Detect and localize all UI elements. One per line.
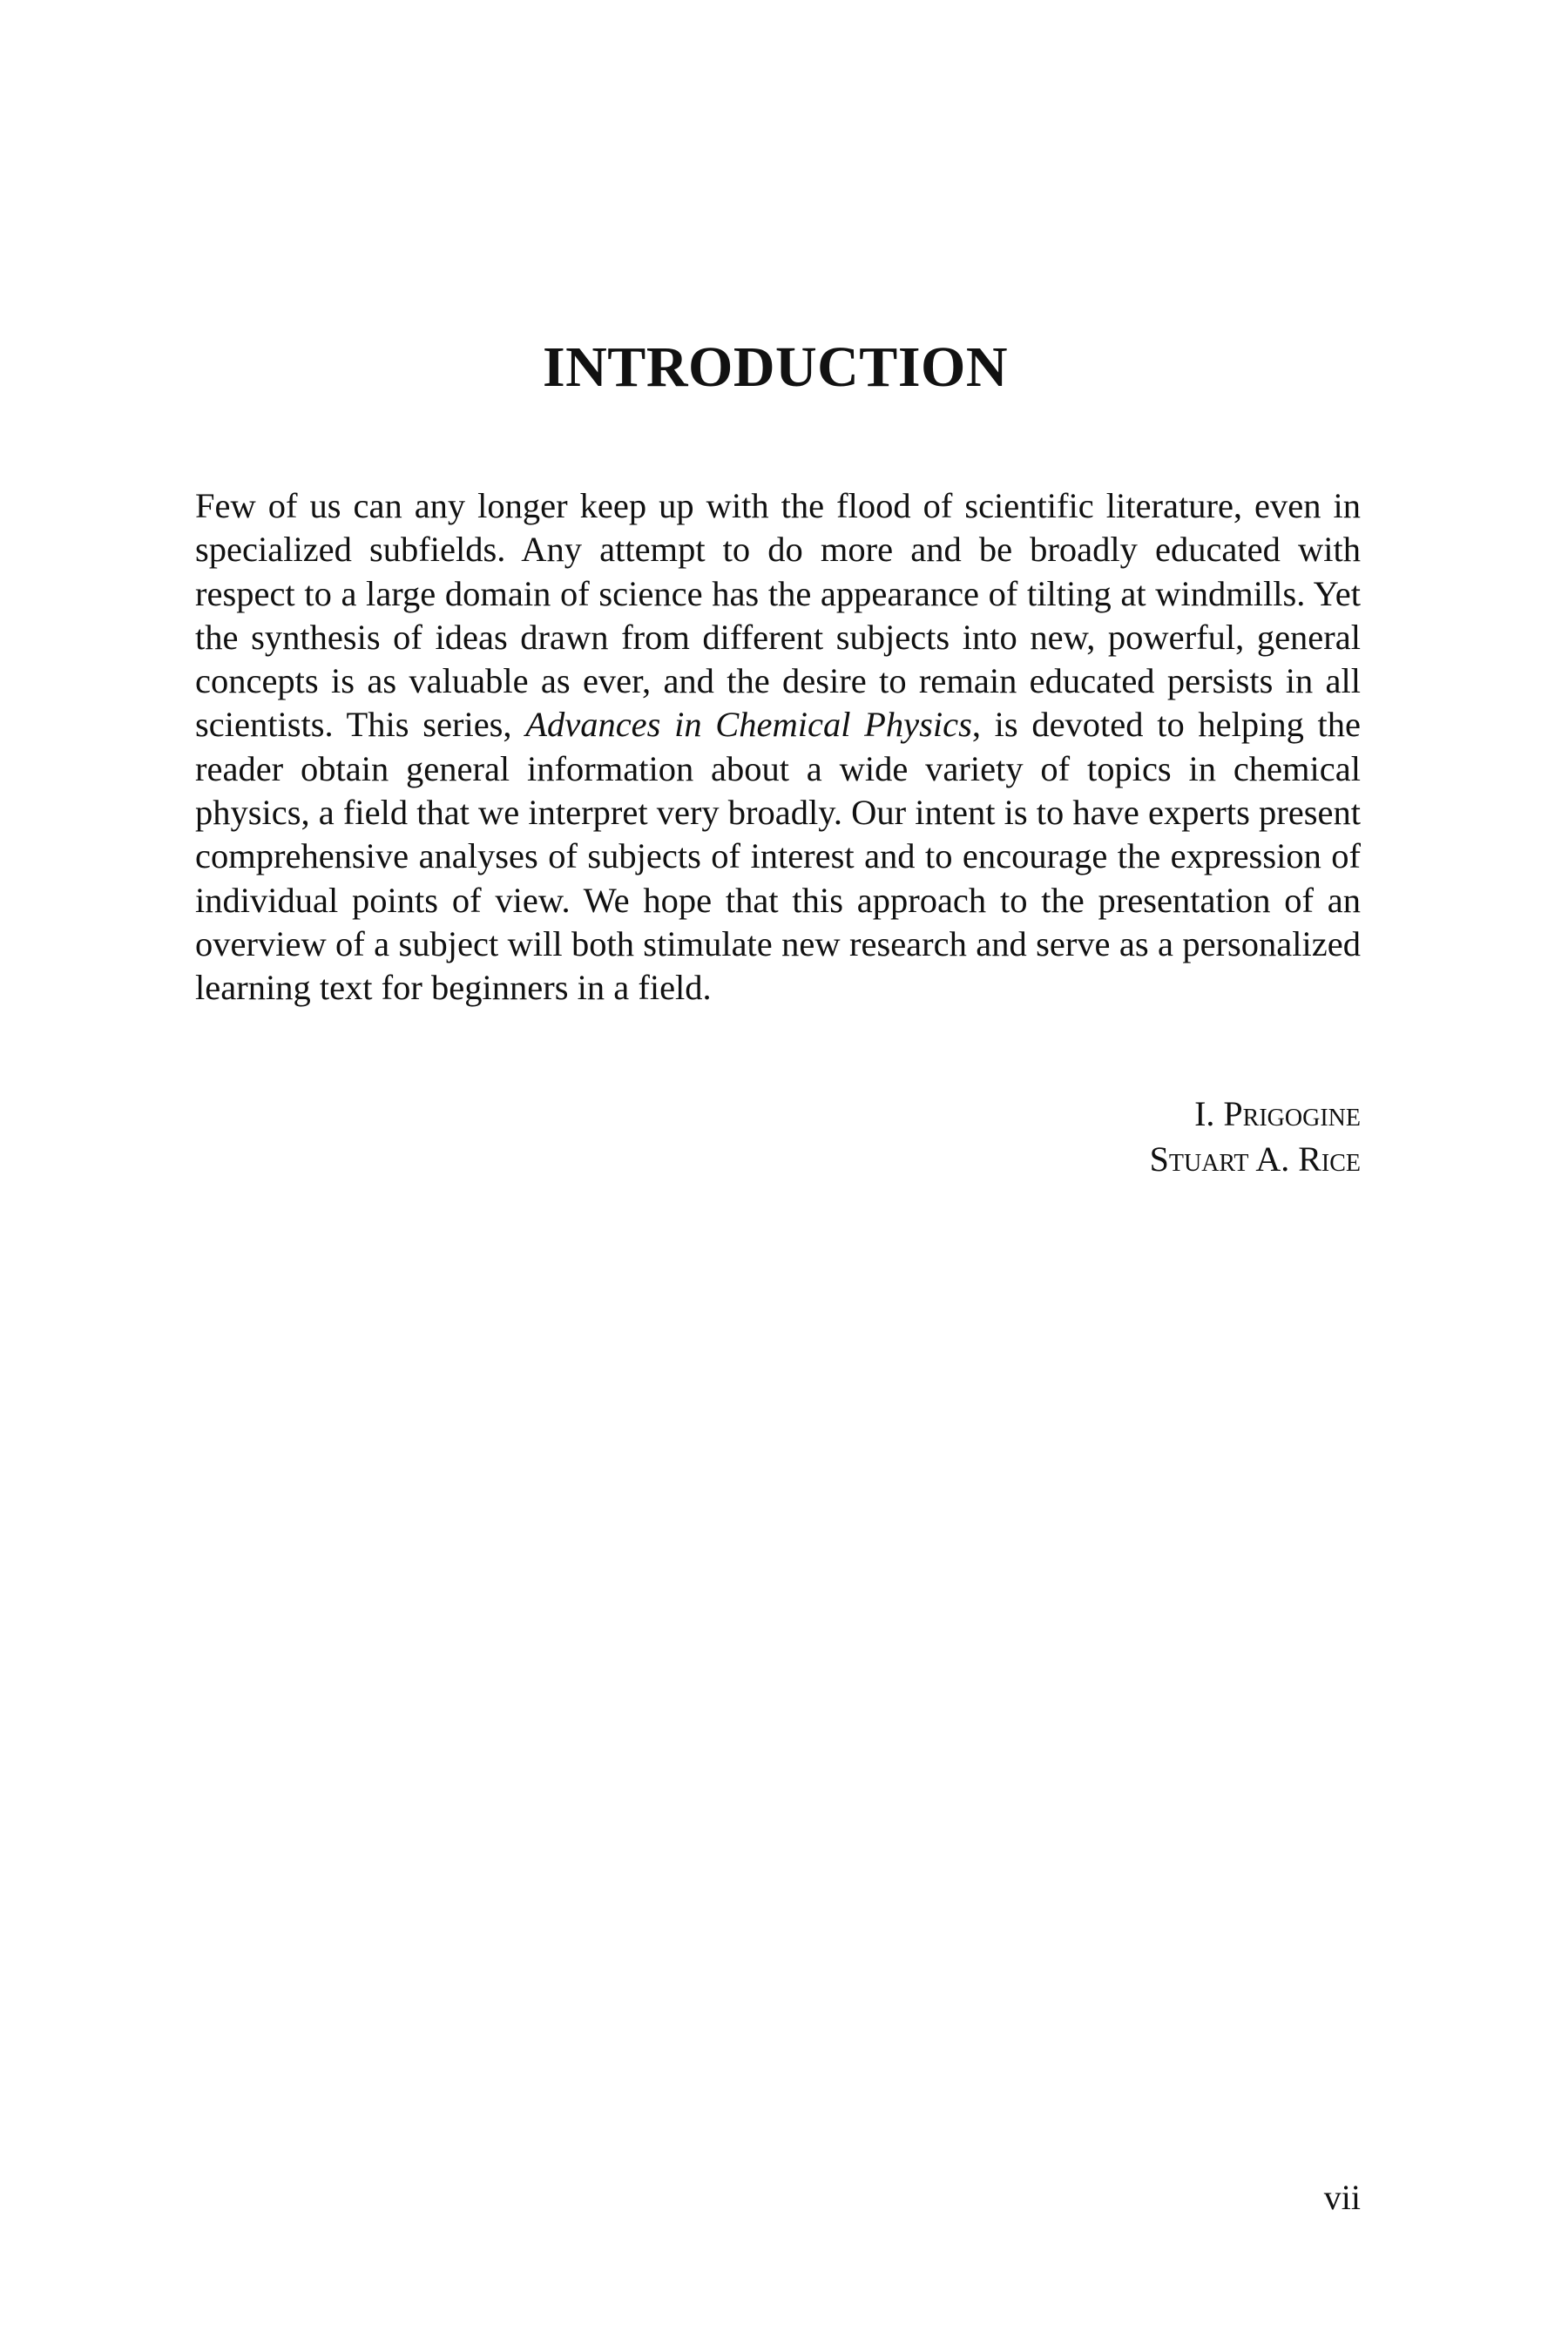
author-signatures — [871, 1092, 1361, 1182]
page-title: INTRODUCTION — [542, 335, 1009, 399]
signature-prigogine: I. Prigogine — [1194, 1094, 1361, 1133]
page-number: vii — [1323, 2178, 1361, 2217]
series-title: Advances in Chemical Physics — [525, 705, 972, 745]
paragraph-text-part-2: , is devoted to helping the reader obtain general information about a wide variety of topics in chemical physics, a field that we interpret very broadly. Our intent is to have experts present comprehensive analyses of subjects of interest and to encourage the expression of individual points of view. We hope that this approach to the presentation of an overview of a subject will both stimulate new research and serve as a personalized learning text for beginners in a field. — [195, 705, 1361, 1008]
signature-rice: Stuart A. Rice — [1149, 1139, 1361, 1179]
introduction-paragraph — [195, 484, 1361, 1010]
paragraph-text-part-1: Few of us can any longer keep up with the flood of scientific literature, even in specialized subfields. Any attempt to do more and be broadly educated with respect to a large domain of science has the appearance of tilting at windmills. Yet the synthesis of ideas drawn from different subjects into new, powerful, general concepts is as valuable as ever, and the desire to remain educated persists in all scientists. This series, — [195, 486, 1361, 745]
